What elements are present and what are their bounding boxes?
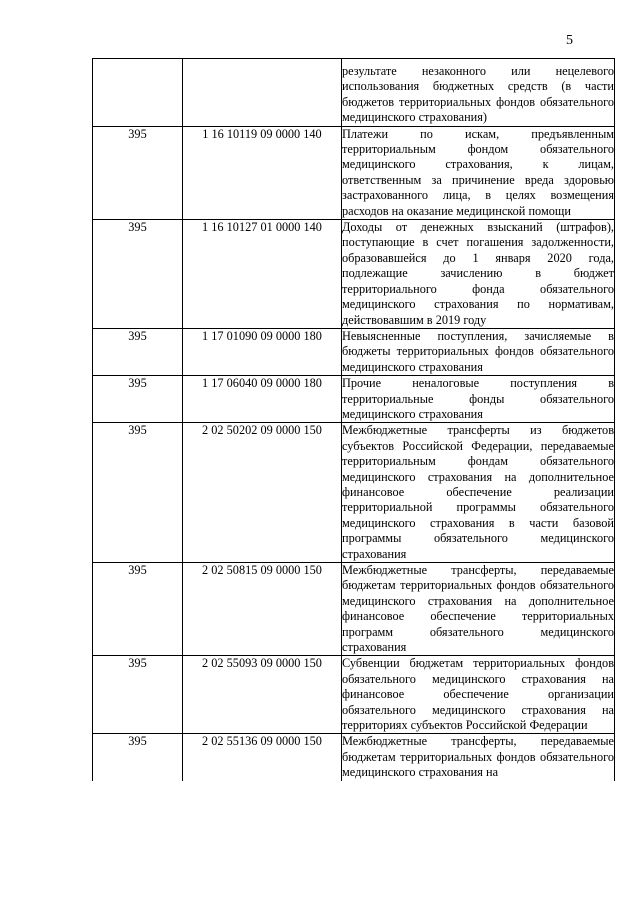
classification-code-cell: [183, 59, 342, 127]
classification-code-cell: 1 16 10119 09 0000 140: [183, 126, 342, 219]
description-cell: Межбюджетные трансферты из бюджетов субъектов Российской Федерации, передаваемые территориальным фондам обязательного медицинского страхования на дополнительное финансовое обеспечение реализации территориальной программы обязательного медицинского страхования в части базовой программы обязательного медицинского страхования: [342, 423, 614, 561]
classification-code-cell: 1 17 01090 09 0000 180: [183, 328, 342, 375]
page-number: 5: [566, 33, 573, 48]
classification-code-cell: 2 02 50202 09 0000 150: [183, 423, 342, 563]
classification-code-cell: 1 17 06040 09 0000 180: [183, 376, 342, 423]
administrator-code-cell: 395: [93, 328, 183, 375]
budget-classification-table: [92, 58, 615, 781]
administrator-code-cell: 395: [93, 423, 183, 563]
table-row: [93, 376, 615, 423]
table-row: [93, 59, 615, 127]
administrator-code-cell: 395: [93, 220, 183, 329]
description-cell: Межбюджетные трансферты, передаваемые бюджетам территориальных фондов обязательного медицинского страхования на: [342, 734, 614, 780]
administrator-code-cell: 395: [93, 376, 183, 423]
administrator-code-cell: 395: [93, 563, 183, 656]
administrator-code-cell: 395: [93, 126, 183, 219]
table-row: [93, 220, 615, 329]
description-cell: Платежи по искам, предъявленным территориальным фондом обязательного медицинского страхования, к лицам, ответственным за причинение вреда здоровью застрахованного лица, в целях возмещения расходов на оказание медицинской помощи: [342, 126, 614, 218]
classification-code-cell: 2 02 55136 09 0000 150: [183, 734, 342, 781]
classification-code-cell: 2 02 55093 09 0000 150: [183, 656, 342, 734]
administrator-code-cell: [93, 59, 183, 127]
classification-code-cell: 2 02 50815 09 0000 150: [183, 563, 342, 656]
administrator-code-cell: 395: [93, 656, 183, 734]
description-cell: Невыясненные поступления, зачисляемые в бюджеты территориальных фондов обязательного медицинского страхования: [342, 328, 614, 374]
description-cell: результате незаконного или нецелевого использования бюджетных средств (в части бюджетов территориальных фондов обязательного медицинского страхования): [342, 59, 615, 127]
description-cell: Межбюджетные трансферты, передаваемые бюджетам территориальных фондов обязательного медицинского страхования на дополнительное финансовое обеспечение территориальных программ обязательного медицинского страхования: [342, 563, 614, 655]
description-cell: Субвенции бюджетам территориальных фондов обязательного медицинского страхования на финансовое обеспечение организации обязательного медицинского страхования на территориях субъектов Российской Федерации: [342, 656, 614, 733]
description-cell: Прочие неналоговые поступления в территориальные фонды обязательного медицинского страхования: [342, 376, 614, 421]
table-row: [93, 734, 615, 781]
description-cell: Доходы от денежных взысканий (штрафов), поступающие в счет погашения задолженности, образовавшейся до 1 января 2020 года, подлежащие зачислению в бюджет территориального фонда обязательного медицинского страхования по нормативам, действовавшим в 2019 году: [342, 220, 614, 327]
classification-code-cell: 1 16 10127 01 0000 140: [183, 220, 342, 329]
administrator-code-cell: 395: [93, 734, 183, 781]
table-row: [93, 656, 615, 734]
table-row: [93, 423, 615, 563]
table-row: [93, 126, 615, 219]
table-row: [93, 563, 615, 656]
table-row: [93, 328, 615, 375]
